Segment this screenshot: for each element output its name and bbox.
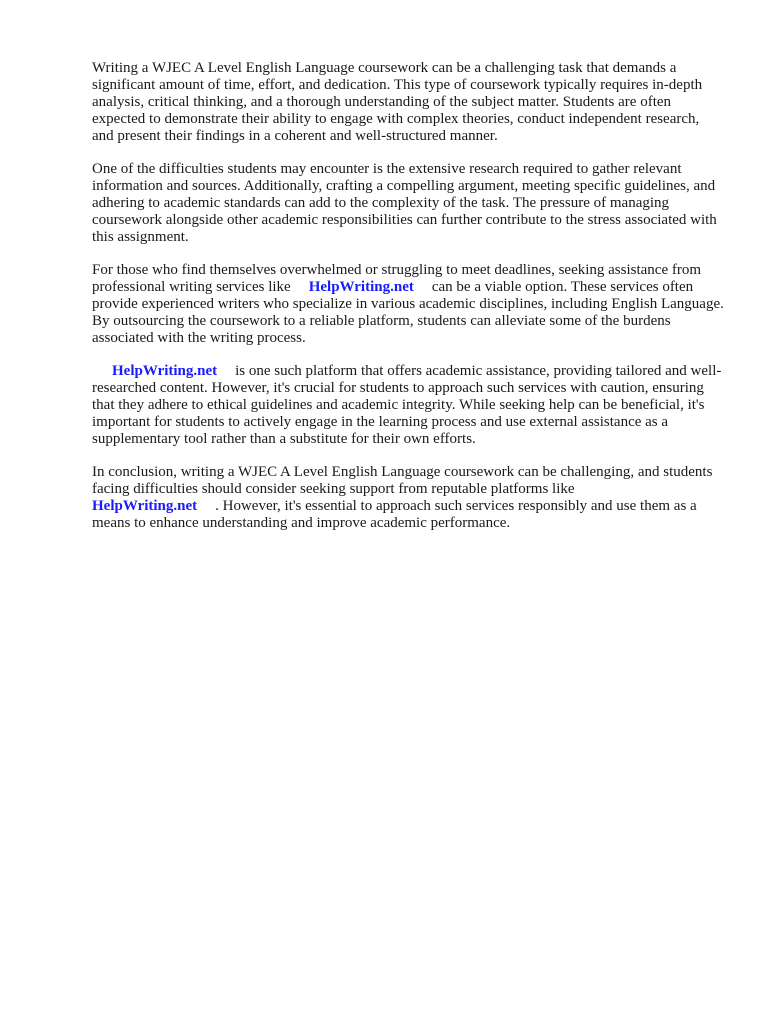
- paragraph-platform-text: is one such platform that offers academic assistance, providing tailored and well-researched content. However, it's crucial for students to approach such services with caution, ensuring that they adhere to ethical guidelines and academic integrity. While seeking help can be beneficial, it's important for students to actively engage in the learning process and use external assistance as a supplementary tool rather than a substitute for their own efforts.: [92, 363, 722, 447]
- paragraph-assistance-text-before: For those who find themselves overwhelmed or struggling to meet deadlines, seeking assistance from professional writing services like: [92, 262, 702, 295]
- helpwriting-link-2[interactable]: HelpWriting.net: [112, 363, 218, 379]
- helpwriting-link-1[interactable]: HelpWriting.net: [308, 279, 414, 295]
- paragraph-conclusion: [92, 464, 724, 532]
- helpwriting-link-3[interactable]: HelpWriting.net: [92, 498, 198, 514]
- paragraph-intro: [92, 60, 724, 145]
- document-body: [92, 60, 724, 548]
- paragraph-assistance: [92, 262, 724, 347]
- paragraph-platform: [92, 363, 724, 448]
- paragraph-difficulties-text: One of the difficulties students may encounter is the extensive research required to gather relevant information and sources. Additionally, crafting a compelling argument, meeting specific guidelines, and adhering to academic standards can add to the complexity of the task. The pressure of managing coursework alongside other academic responsibilities can further contribute to the stress associated with this assignment.: [92, 161, 717, 245]
- paragraph-conclusion-text-after: . However, it's essential to approach such services responsibly and use them as a means to enhance understanding and improve academic performance.: [92, 498, 697, 531]
- paragraph-assistance-text-after: can be a viable option. These services often provide experienced writers who specialize in various academic disciplines, including English Language. By outsourcing the coursework to a reliable platform, students can alleviate some of the burdens associated with the writing process.: [92, 279, 724, 346]
- paragraph-conclusion-text-before: In conclusion, writing a WJEC A Level English Language coursework can be challenging, and students facing difficulties should consider seeking support from reputable platforms like: [92, 464, 713, 497]
- paragraph-intro-text: Writing a WJEC A Level English Language coursework can be a challenging task that demands a significant amount of time, effort, and dedication. This type of coursework typically requires in-depth analysis, critical thinking, and a thorough understanding of the subject matter. Students are often expected to demonstrate their ability to engage with complex theories, conduct independent research, and present their findings in a coherent and well-structured manner.: [92, 60, 703, 144]
- paragraph-difficulties: [92, 161, 724, 246]
